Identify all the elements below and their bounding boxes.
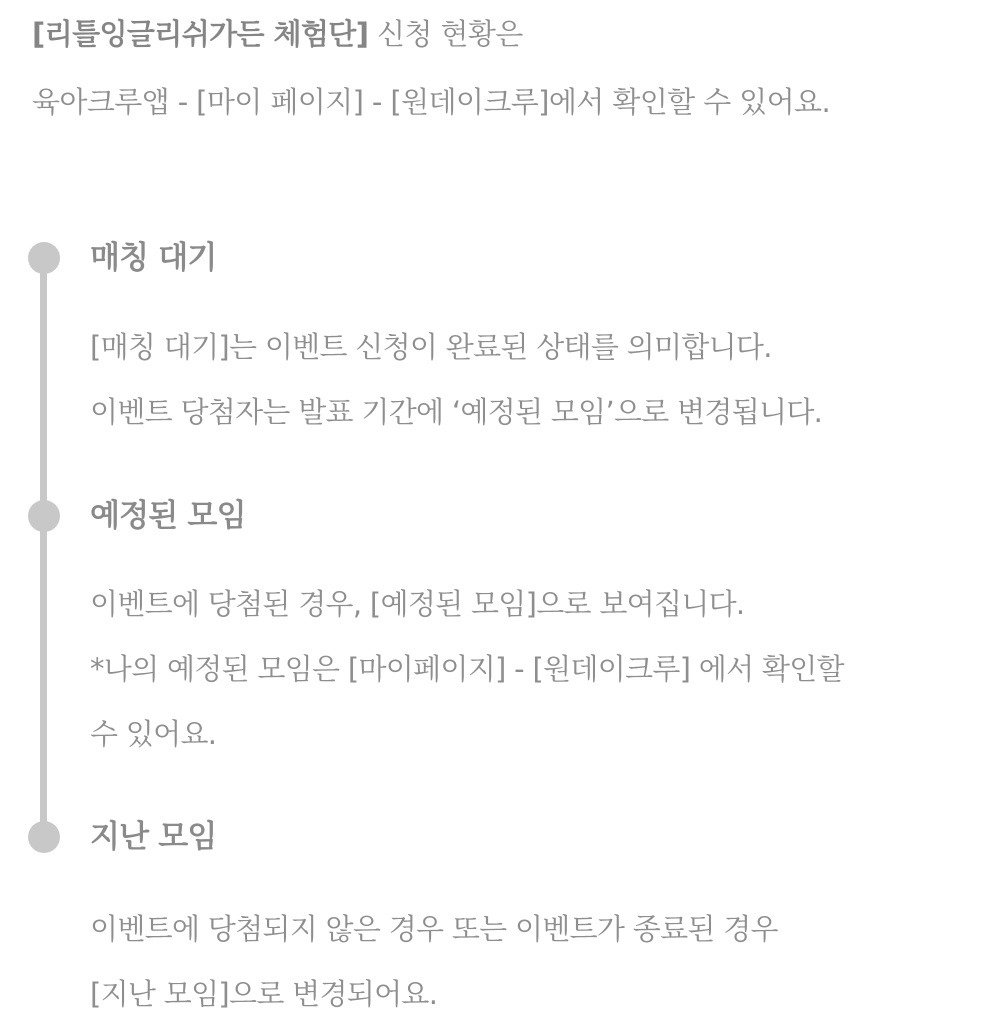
intro-line-2: 육아크루앱 - [마이 페이지] - [원데이크루]에서 확인할 수 있어요. xyxy=(32,85,831,119)
step-desc-scheduled xyxy=(90,572,970,767)
intro-line-1-rest: 신청 현황은 xyxy=(368,17,523,51)
desc-line: *나의 예정된 모임은 [마이페이지] - [원데이크루] 에서 확인할 xyxy=(90,652,844,686)
timeline-rail xyxy=(40,258,47,836)
event-name: [리틀잉글리쉬가든 체험단] xyxy=(32,17,369,51)
step-desc-matching xyxy=(90,315,970,445)
timeline-dot-matching xyxy=(28,242,60,274)
step-desc-past xyxy=(90,897,970,1027)
step-title-scheduled: 예정된 모임 xyxy=(90,498,246,534)
desc-line: 이벤트에 당첨된 경우, [예정된 모임]으로 보여집니다. xyxy=(90,587,745,621)
desc-line: 이벤트에 당첨되지 않은 경우 또는 이벤트가 종료된 경우 xyxy=(90,912,778,946)
timeline-dot-scheduled xyxy=(28,500,60,532)
desc-line: [지난 모임]으로 변경되어요. xyxy=(90,977,438,1011)
step-title-past: 지난 모임 xyxy=(90,819,217,855)
timeline-dot-past xyxy=(28,821,60,853)
step-title-matching: 매칭 대기 xyxy=(90,240,217,276)
desc-line: 수 있어요. xyxy=(90,717,217,751)
desc-line: [매칭 대기]는 이벤트 신청이 완료된 상태를 의미합니다. xyxy=(90,330,772,364)
desc-line: 이벤트 당첨자는 발표 기간에 ‘예정된 모임’으로 변경됩니다. xyxy=(90,395,823,429)
